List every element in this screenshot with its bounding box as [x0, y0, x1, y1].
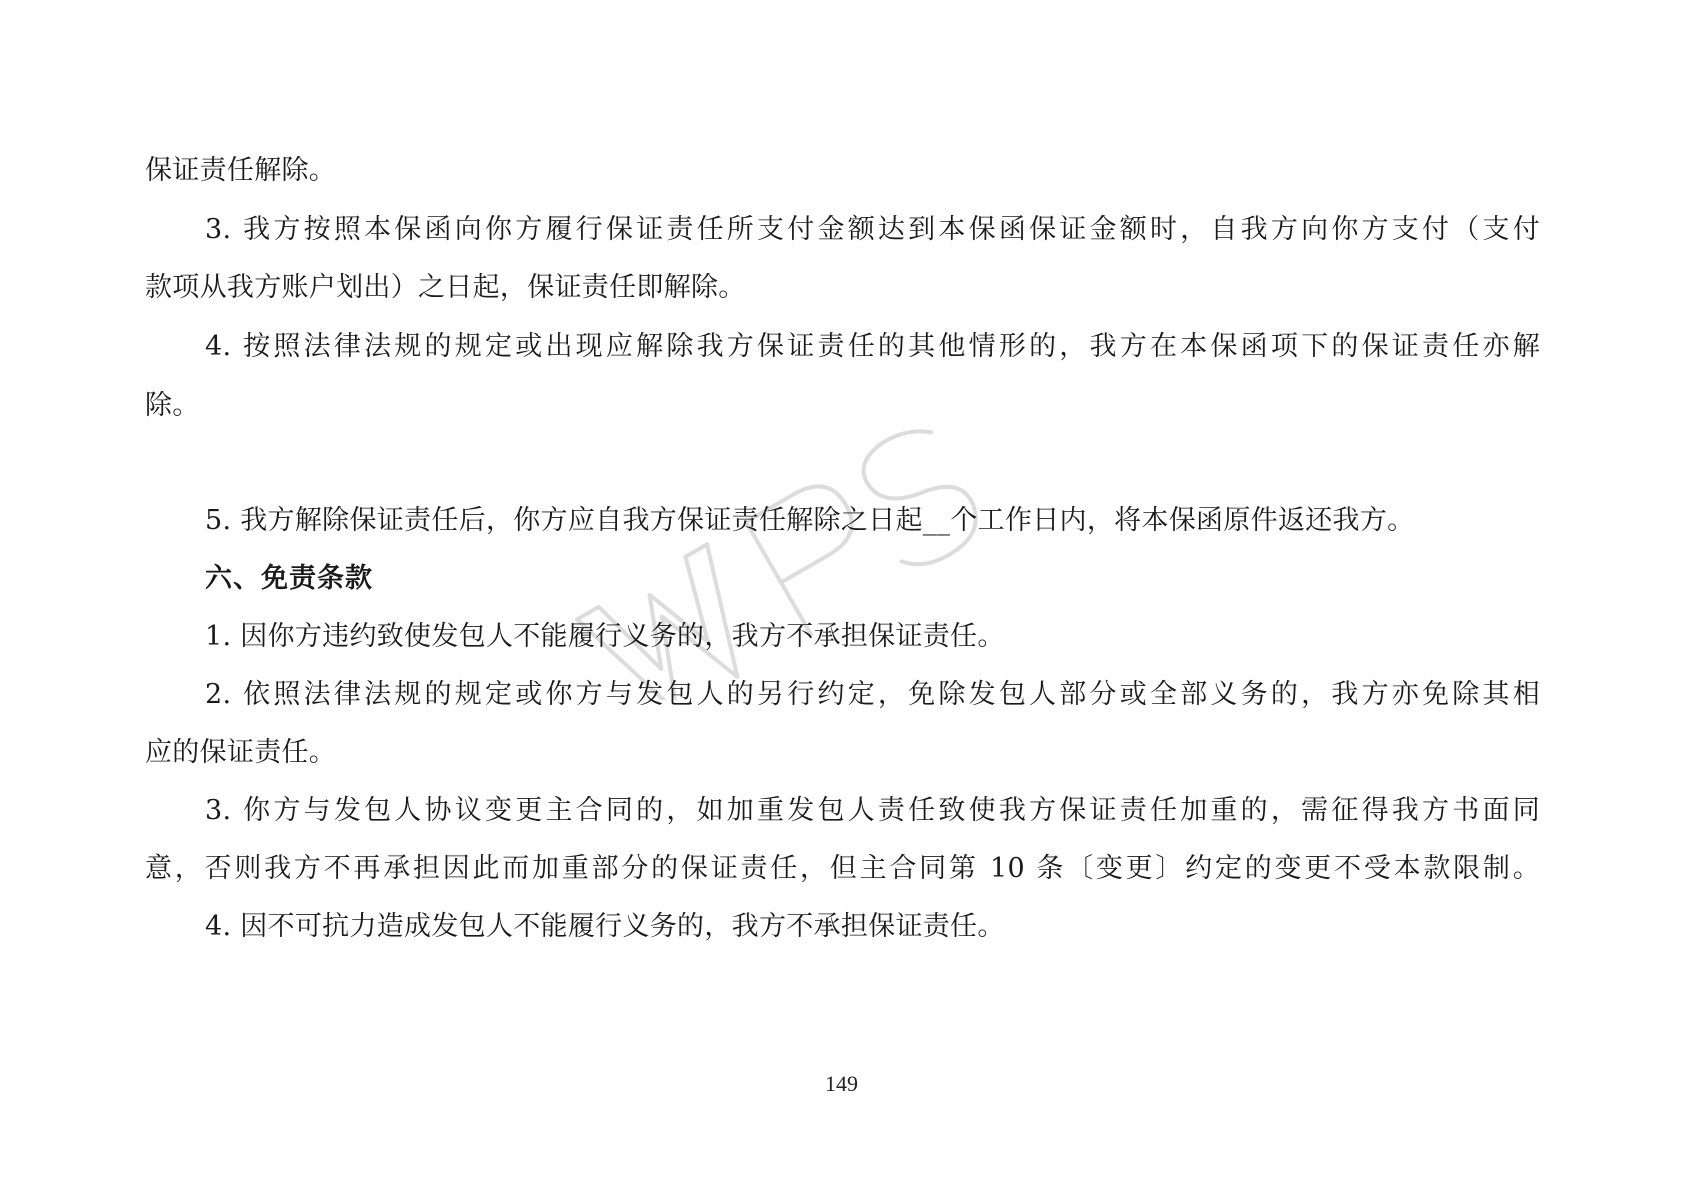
wps-watermark — [560, 420, 1080, 700]
clause-3-continuation: 款项从我方账户划出）之日起，保证责任即解除。 — [145, 272, 746, 303]
clause-3-line: 3. 我方按照本保函向你方履行保证责任所支付金额达到本保函保证金额时，自我方向你方支付（支付 — [205, 214, 1541, 245]
page-number: 149 — [825, 1071, 858, 1096]
exemption-clause-3: 3. 你方与发包人协议变更主合同的，如加重发包人责任致使我方保证责任加重的，需征得我方书面同 — [205, 795, 1541, 826]
section-heading: 六、免责条款 — [205, 563, 373, 594]
clause-4-line: 4. 按照法律法规的规定或出现应解除我方保证责任的其他情形的，我方在本保函项下的保证责任亦解 — [205, 331, 1541, 362]
clause-4-continuation: 除。 — [145, 390, 200, 421]
paragraph-line: 保证责任解除。 — [145, 155, 337, 186]
exemption-clause-3-continuation: 意，否则我方不再承担因此而加重部分的保证责任，但主合同第 10 条〔变更〕约定的变更不受本款限制。 — [145, 853, 1541, 884]
exemption-clause-2: 2. 依照法律法规的规定或你方与发包人的另行约定，免除发包人部分或全部义务的，我方亦免除其相 — [205, 679, 1541, 710]
exemption-clause-4: 4. 因不可抗力造成发包人不能履行义务的，我方不承担保证责任。 — [205, 911, 1005, 942]
exemption-clause-2-continuation: 应的保证责任。 — [145, 737, 337, 768]
clause-5-line: 5. 我方解除保证责任后，你方应自我方保证责任解除之日起__个工作日内，将本保函原件返还我方。 — [205, 505, 1415, 536]
exemption-clause-1: 1. 因你方违约致使发包人不能履行义务的，我方不承担保证责任。 — [205, 621, 1005, 652]
